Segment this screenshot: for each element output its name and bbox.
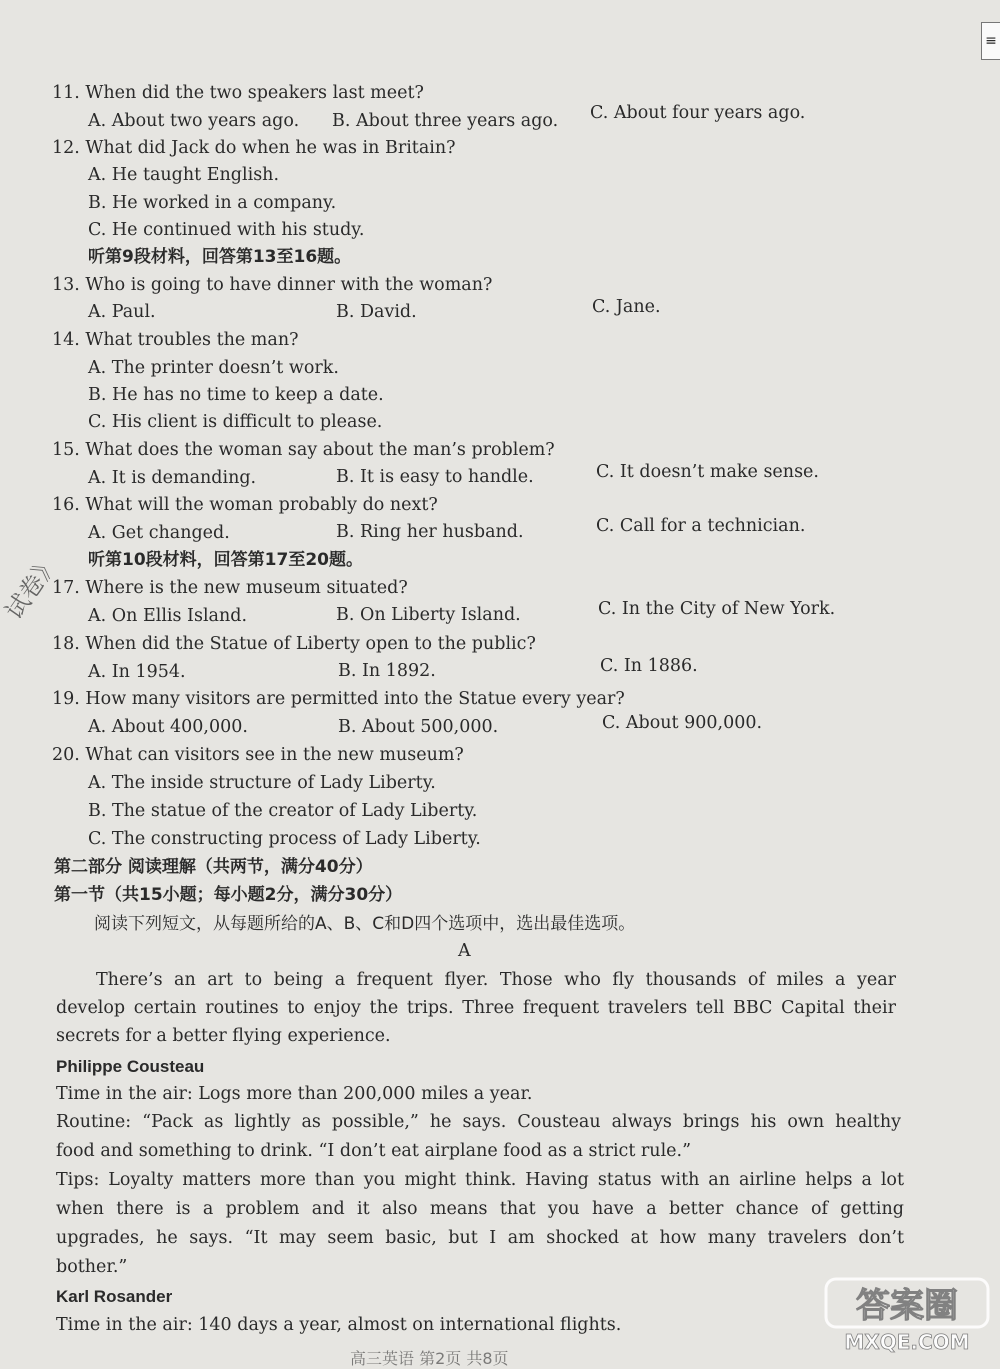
question-12-stem: 12. What did Jack do when he was in Britain? — [52, 138, 456, 158]
page-footer: 高三英语 第2页 共8页 — [350, 1349, 509, 1368]
question-20-stem: 20. What can visitors see in the new museum? — [52, 745, 464, 765]
question-18-option-a: A. In 1954. — [88, 662, 186, 682]
part2-title: 第二部分 阅读理解（共两节，满分40分） — [54, 857, 373, 877]
question-16-option-b: B. Ring her husband. — [336, 522, 524, 542]
question-20-option-c: C. The constructing process of Lady Liberty. — [88, 829, 481, 849]
question-16-option-a: A. Get changed. — [88, 523, 230, 543]
question-20-option-a: A. The inside structure of Lady Liberty. — [88, 773, 436, 793]
traveler-1-line-3: food and something to drink. “I don’t eat airplane food as a strict rule.” — [56, 1141, 692, 1161]
question-12-option-a: A. He taught English. — [88, 165, 280, 185]
question-18-stem: 18. When did the Statue of Liberty open to the public? — [52, 634, 536, 654]
traveler-1-line-5: when there is a problem and it also means that you have a better chance of getting — [56, 1199, 904, 1219]
intro-line-3: secrets for a better flying experience. — [56, 1026, 391, 1046]
question-19-option-a: A. About 400,000. — [88, 717, 248, 737]
question-12-option-b: B. He worked in a company. — [88, 193, 337, 213]
question-17-option-b: B. On Liberty Island. — [336, 605, 521, 625]
question-11-option-c: C. About four years ago. — [590, 103, 806, 123]
question-17-option-c: C. In the City of New York. — [598, 599, 836, 619]
question-18-option-c: C. In 1886. — [600, 656, 698, 676]
question-16-stem: 16. What will the woman probably do next? — [52, 495, 438, 515]
traveler-1-line-7: bother.” — [56, 1257, 128, 1277]
question-11-stem: 11. When did the two speakers last meet? — [52, 83, 424, 103]
question-14-option-c: C. His client is difficult to please. — [88, 412, 383, 432]
question-15-stem: 15. What does the woman say about the man’s problem? — [52, 440, 555, 460]
question-19-option-b: B. About 500,000. — [338, 717, 499, 737]
traveler-1-name: Philippe Cousteau — [56, 1057, 205, 1076]
question-13-option-c: C. Jane. — [592, 297, 661, 317]
part2-subtitle: 第一节（共15小题；每小题2分，满分30分） — [54, 885, 403, 905]
question-11-option-b: B. About three years ago. — [332, 111, 559, 131]
intro-line-1: There’s an art to being a frequent flyer. Those who fly thousands of miles a year — [96, 970, 896, 990]
traveler-1-line-1: Time in the air: Logs more than 200,000 miles a year. — [56, 1084, 533, 1104]
watermark-url: MXQE.COM — [844, 1330, 970, 1354]
question-11-option-a: A. About two years ago. — [88, 111, 300, 131]
question-14-stem: 14. What troubles the man? — [52, 330, 299, 350]
traveler-2-line-1: Time in the air: 140 days a year, almost on international flights. — [56, 1315, 622, 1335]
traveler-1-line-4: Tips: Loyalty matters more than you might think. Having status with an airline helps a lot — [56, 1170, 904, 1190]
question-14-option-a: A. The printer doesn’t work. — [88, 358, 339, 378]
passage-letter: A — [458, 941, 471, 961]
question-15-option-a: A. It is demanding. — [88, 468, 257, 488]
traveler-2-name: Karl Rosander — [56, 1287, 173, 1306]
question-16-option-c: C. Call for a technician. — [596, 516, 806, 536]
watermark-left: 试卷》 — [0, 549, 65, 625]
question-17-option-a: A. On Ellis Island. — [88, 606, 248, 626]
traveler-1-line-6: upgrades, he says. “It may seem basic, but I am shocked at how many travelers don’t — [56, 1228, 904, 1248]
reading-instruction: 阅读下列短文，从每题所给的A、B、C和D四个选项中，选出最佳选项。 — [94, 914, 636, 934]
question-14-option-b: B. He has no time to keep a date. — [88, 385, 384, 405]
question-19-stem: 19. How many visitors are permitted into the Statue every year? — [52, 689, 625, 709]
section-9-heading: 听第9段材料，回答第13至16题。 — [88, 247, 352, 267]
watermark-logo — [822, 1275, 992, 1355]
question-17-stem: 17. Where is the new museum situated? — [52, 578, 408, 598]
section-10-heading: 听第10段材料，回答第17至20题。 — [88, 550, 363, 570]
traveler-1-line-2: Routine: “Pack as lightly as possible,” he says. Cousteau always brings his own healthy — [56, 1112, 901, 1132]
question-15-option-c: C. It doesn’t make sense. — [596, 462, 819, 482]
watermark-brand: 答案圈 — [856, 1286, 958, 1326]
question-19-option-c: C. About 900,000. — [602, 713, 763, 733]
intro-line-2: develop certain routines to enjoy the trips. Three frequent travelers tell BBC Capital their — [56, 998, 896, 1018]
question-12-option-c: C. He continued with his study. — [88, 220, 365, 240]
menu-icon[interactable]: ≡ — [981, 22, 1000, 60]
question-20-option-b: B. The statue of the creator of Lady Liberty. — [88, 801, 478, 821]
question-15-option-b: B. It is easy to handle. — [336, 467, 534, 487]
question-13-option-a: A. Paul. — [88, 302, 156, 322]
question-13-option-b: B. David. — [336, 302, 417, 322]
question-18-option-b: B. In 1892. — [338, 661, 436, 681]
question-13-stem: 13. Who is going to have dinner with the woman? — [52, 275, 493, 295]
